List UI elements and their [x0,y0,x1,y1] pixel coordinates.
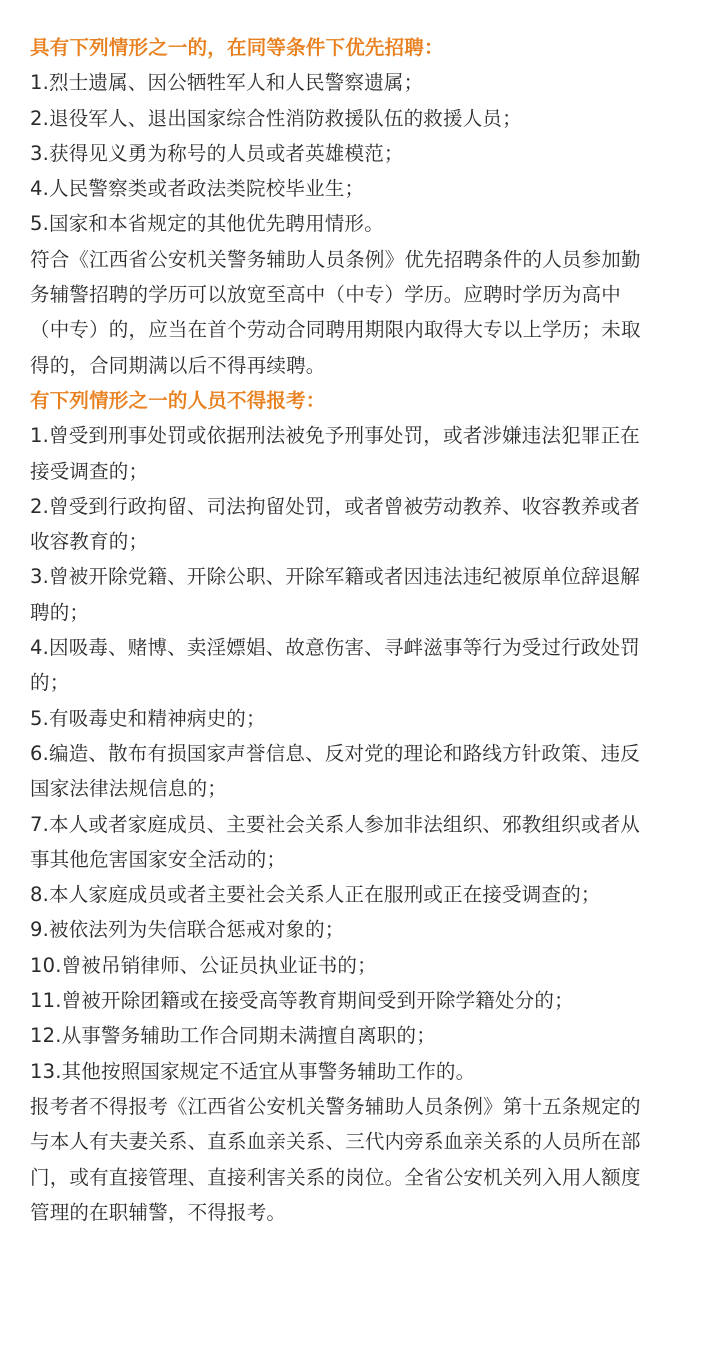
list-item-line: 8.本人家庭成员或者主要社会关系人正在服刑或正在接受调查的； [30,883,601,907]
section-heading-ineligible: 有下列情形之一的人员不得报考： [30,388,326,412]
list-item-line: 1.曾受到刑事处罚或依据刑法被免予刑事处罚，或者涉嫌违法犯罪正在 [30,424,641,448]
list-item-line: 4.因吸毒、赌博、卖淫嫖娼、故意伤害、寻衅滋事等行为受过行政处罚 [30,636,641,660]
list-item-line: 3.曾被开除党籍、开除公职、开除军籍或者因违法违纪被原单位辞退解 [30,565,641,589]
list-item: 2.退役军人、退出国家综合性消防救援队伍的救援人员； [30,106,522,130]
list-item: 4.人民警察类或者政法类院校毕业生； [30,177,365,201]
paragraph-line: 得的，合同期满以后不得再续聘。 [30,353,326,377]
list-item-line: 收容教育的； [30,530,149,554]
list-item-line: 9.被依法列为失信联合惩戒对象的； [30,918,345,942]
list-item-line: 2.曾受到行政拘留、司法拘留处罚，或者曾被劳动教养、收容教养或者 [30,494,641,518]
paragraph-line: 门，或有直接管理、直接利害关系的岗位。全省公安机关列入用人额度 [30,1165,641,1189]
list-item: 5.国家和本省规定的其他优先聘用情形。 [30,212,384,236]
section-heading-priority: 具有下列情形之一的，在同等条件下优先招聘： [30,36,444,59]
list-item: 1.烈士遗属、因公牺牲军人和人民警察遗属； [30,71,424,95]
list-item-line: 7.本人或者家庭成员、主要社会关系人参加非法组织、邪教组织或者从 [30,812,641,836]
list-item-line: 13.其他按照国家规定不适宜从事警务辅助工作的。 [30,1059,476,1083]
list-item-line: 10.曾被吊销律师、公证员执业证书的； [30,953,377,977]
list-item-line: 接受调查的； [30,459,149,483]
paragraph-line: 务辅警招聘的学历可以放宽至高中（中专）学历。应聘时学历为高中 [30,283,622,307]
list-item-line: 5.有吸毒史和精神病史的； [30,706,266,730]
list-item-line: 事其他危害国家安全活动的； [30,847,287,871]
list-item-line: 12.从事警务辅助工作合同期未满擅自离职的； [30,1024,436,1048]
list-item: 3.获得见义勇为称号的人员或者英雄模范； [30,141,404,165]
paragraph-line: 管理的在职辅警，不得报考。 [30,1200,287,1224]
list-item-line: 11.曾被开除团籍或在接受高等教育期间受到开除学籍处分的； [30,989,574,1013]
list-item-line: 聘的； [30,600,90,624]
paragraph-line: 报考者不得报考《江西省公安机关警务辅助人员条例》第十五条规定的 [30,1094,641,1118]
list-item-line: 的； [30,671,70,695]
paragraph-line: 与本人有夫妻关系、直系血亲关系、三代内旁系血亲关系的人员所在部 [30,1130,641,1154]
paragraph-line: 符合《江西省公安机关警务辅助人员条例》优先招聘条件的人员参加勤 [30,247,641,271]
list-item-line: 国家法律法规信息的； [30,777,228,801]
list-item-line: 6.编造、散布有损国家声誉信息、反对党的理论和路线方针政策、违反 [30,741,641,765]
paragraph-line: （中专）的，应当在首个劳动合同聘用期限内取得大专以上学历；未取 [30,318,641,342]
